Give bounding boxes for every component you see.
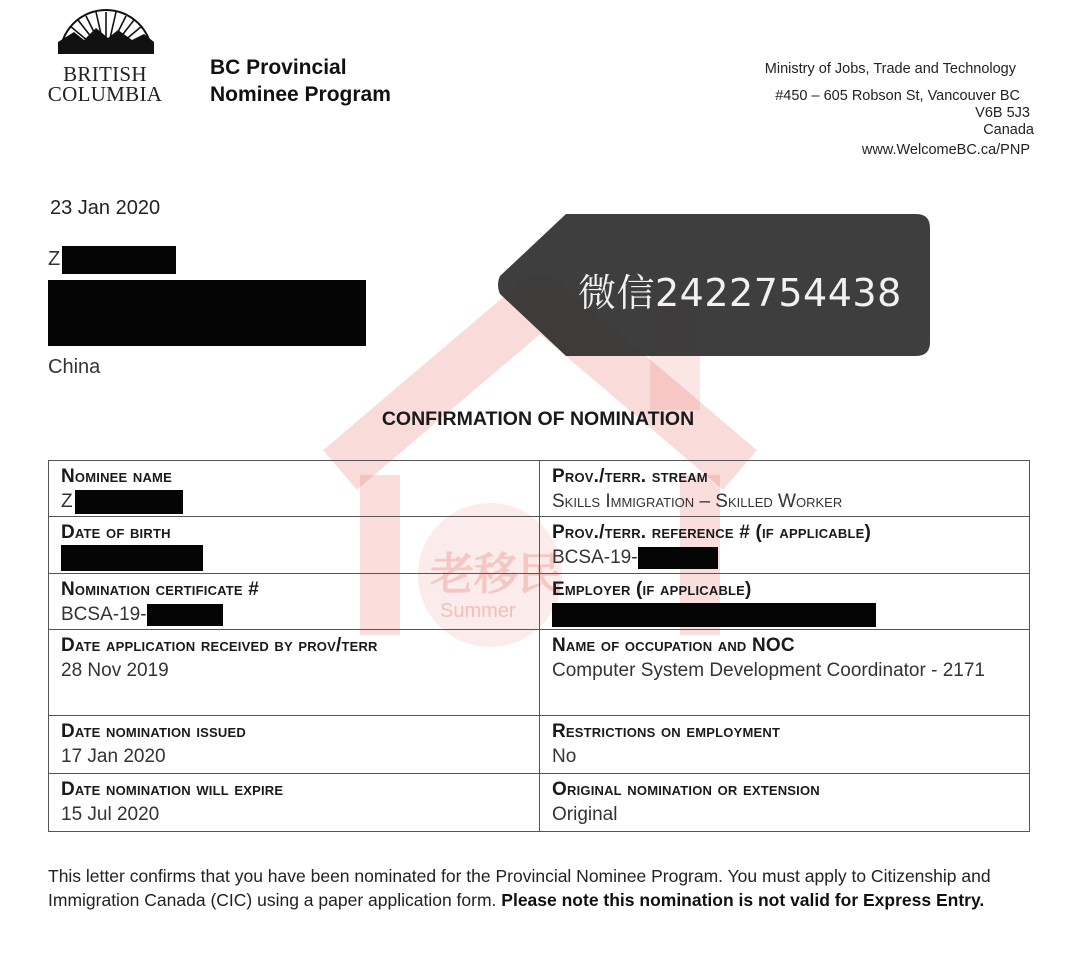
table-row bbox=[49, 630, 1030, 716]
received-label: Date application received by prov/terr bbox=[61, 635, 378, 656]
table-cell bbox=[49, 630, 540, 716]
stream-value: Skills Immigration – Skilled Worker bbox=[552, 491, 843, 512]
redaction-box bbox=[147, 604, 223, 626]
footer-text: This letter confirms that you have been nominated for the Provincial Nominee Program. You must apply to Citizenship and Immigration Canada (CIC) using a paper application form. bbox=[48, 866, 991, 910]
document-title: CONFIRMATION OF NOMINATION bbox=[381, 408, 695, 430]
program-title-line1: BC Provincial bbox=[210, 56, 347, 79]
redaction-box bbox=[61, 545, 203, 571]
certificate-value: BCSA-19- bbox=[61, 604, 147, 625]
restrictions-value: No bbox=[552, 746, 577, 767]
ministry-address bbox=[764, 60, 1034, 160]
table-cell bbox=[540, 574, 1030, 630]
watermark-logo-text: 老移民 bbox=[430, 549, 562, 600]
sun-mountain-icon bbox=[56, 2, 156, 60]
table-row bbox=[49, 716, 1030, 774]
table-cell bbox=[49, 716, 540, 774]
occupation-value: Computer System Development Coordinator - 2171 bbox=[552, 660, 985, 681]
certificate-value-wrap bbox=[61, 602, 539, 627]
watermark-badge-text: 微信2422754438 bbox=[578, 271, 902, 315]
logo-british: BRITISH bbox=[63, 62, 147, 86]
employer-value-wrap bbox=[552, 602, 1029, 627]
table-cell bbox=[49, 774, 540, 832]
certificate-label: Nomination certificate # bbox=[61, 579, 260, 600]
recipient-initial: Z bbox=[48, 248, 61, 270]
expire-label: Date nomination will expire bbox=[61, 779, 284, 800]
extension-value: Original bbox=[552, 804, 618, 825]
table-row bbox=[49, 774, 1030, 832]
employer-label: Employer (if applicable) bbox=[552, 579, 752, 600]
table-row bbox=[49, 517, 1030, 574]
table-row bbox=[49, 461, 1030, 517]
restrictions-label: Restrictions on employment bbox=[552, 721, 781, 742]
ministry-postal: V6B 5J3 bbox=[975, 105, 1030, 121]
letter-date: 23 Jan 2020 bbox=[50, 197, 161, 219]
expire-value: 15 Jul 2020 bbox=[61, 804, 160, 825]
table-cell bbox=[49, 461, 540, 517]
watermark-logo-sub: Summer bbox=[440, 600, 516, 622]
logo-columbia: COLUMBIA bbox=[47, 82, 163, 106]
redaction-box bbox=[62, 246, 176, 274]
redaction-box bbox=[75, 490, 183, 514]
nominee-name-value-wrap bbox=[61, 489, 539, 514]
reference-value: BCSA-19- bbox=[552, 547, 638, 568]
footer-paragraph bbox=[48, 864, 1038, 912]
dob-label: Date of birth bbox=[61, 522, 171, 543]
nomination-table bbox=[48, 460, 1030, 832]
ministry-website: www.WelcomeBC.ca/PNP bbox=[861, 142, 1030, 158]
table-cell bbox=[540, 630, 1030, 716]
ministry-street: #450 – 605 Robson St, Vancouver BC bbox=[775, 88, 1020, 104]
redaction-box bbox=[552, 603, 876, 627]
nominee-name-label: Nominee name bbox=[61, 466, 172, 487]
stream-label: Prov./terr. stream bbox=[552, 466, 708, 487]
redaction-box bbox=[48, 280, 366, 346]
nominee-name-value: Z bbox=[61, 491, 73, 512]
ministry-country: Canada bbox=[983, 122, 1034, 138]
table-cell bbox=[540, 517, 1030, 574]
issued-label: Date nomination issued bbox=[61, 721, 246, 742]
table-cell bbox=[540, 774, 1030, 832]
occupation-label: Name of occupation and NOC bbox=[552, 635, 795, 656]
dob-value-wrap bbox=[61, 545, 539, 571]
recipient-country: China bbox=[48, 356, 101, 378]
table-cell bbox=[540, 716, 1030, 774]
program-title-line2: Nominee Program bbox=[210, 83, 391, 106]
extension-label: Original nomination or extension bbox=[552, 779, 820, 800]
reference-value-wrap bbox=[552, 545, 1029, 570]
bc-logo bbox=[44, 2, 166, 106]
table-cell bbox=[49, 517, 540, 574]
received-value: 28 Nov 2019 bbox=[61, 660, 169, 681]
redaction-box bbox=[638, 547, 718, 569]
table-row bbox=[49, 574, 1030, 630]
table-cell bbox=[49, 574, 540, 630]
issued-value: 17 Jan 2020 bbox=[61, 746, 166, 767]
table-cell bbox=[540, 461, 1030, 517]
footer-bold-text: Please note this nomination is not valid for Express Entry. bbox=[501, 890, 985, 910]
reference-label: Prov./terr. reference # (if applicable) bbox=[552, 522, 871, 543]
ministry-name: Ministry of Jobs, Trade and Technology bbox=[764, 61, 1016, 77]
